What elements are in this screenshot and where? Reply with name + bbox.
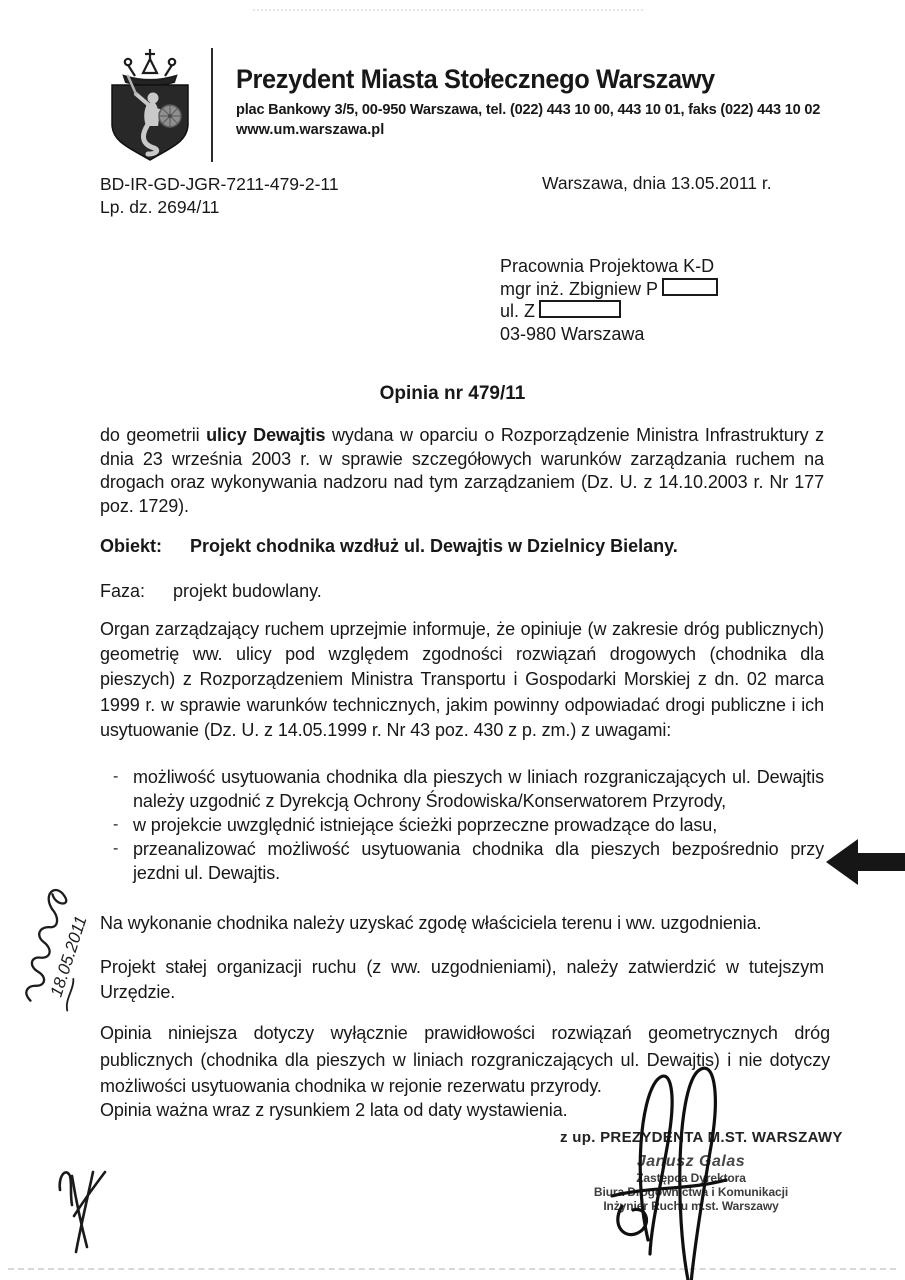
place-and-date: Warszawa, dnia 13.05.2011 r. [542, 173, 772, 193]
bullet-dash: - [113, 840, 119, 857]
list-item: - możliwość usytuowania chodnika dla pieszych w liniach rozgraniczających ul. Dewajtis należy uzgodnić z Dyrekcją Ochrony Środowiska/Konserwatorem Przyrody, [100, 765, 824, 813]
body-paragraph-5: Opinia ważna wraz z rysunkiem 2 lata od daty wystawienia. [100, 1100, 568, 1120]
list-item: - przeanalizować możliwość usytuowania chodnika dla pieszych bezpośrednio przy jezdni ul. Dewajtis. [100, 837, 824, 885]
addressee-person: mgr inż. Zbigniew P [500, 278, 659, 299]
body-paragraph-1: Organ zarządzający ruchem uprzejmie informuje, że opiniuje (w zakresie dróg publicznych) geometrię ww. ulicy pod względem zgodności rozwiązań drogowych (chodnika dla pieszych) z Rozporządzeniem Ministra Transportu i Gospodarki Morskiej z dn. 02 marca 1999 r. w sprawie warunków technicznych, jakim powinny odpowiadać drogi publiczne i ich usytuowanie (Dz. U. z 14.05.1999 r. Nr 43 poz. 430 z p. zm.) z uwagami: [100, 619, 824, 740]
document-title: Opinia nr 479/11 [379, 383, 526, 404]
scan-artifact-top [253, 9, 643, 11]
scan-artifact-bottom [8, 1268, 896, 1270]
object-row [100, 536, 678, 557]
addressee-city: 03-980 Warszawa [500, 323, 645, 344]
intro-street-name: ulicy Dewajtis [206, 425, 326, 445]
body-paragraph-2: Na wykonanie chodnika należy uzyskać zgodę właściciela terenu i ww. uzgodnienia. [100, 913, 762, 933]
signer-role-2: Biura Drogownictwa i Komunikacji [593, 1185, 789, 1199]
phase-value: projekt budowlany. [173, 581, 322, 601]
letterhead-divider [211, 48, 213, 162]
intro-post: wydana w oparciu o Rozporządzenie Ministra Infrastruktury z dnia 23 września 2003 r. w sprawie szczegółowych warunków zarządzania ruchem na drogach oraz wykonywania nadzoru nad tym zarządzaniem (Dz. U. z 14.10.2003 r. Nr 177 poz. 1729). [100, 425, 824, 516]
list-item: - w projekcie uwzględnić istniejące ścieżki poprzeczne prowadzące do lasu, [100, 813, 824, 837]
body-paragraph-4: Opinia niniejsza dotyczy wyłącznie prawidłowości rozwiązań geometrycznych dróg publicznych (chodnika dla pieszych w liniach rozgraniczających ul. Dewajtis) i nie dotyczy możliwości usytuowania chodnika w rejonie rezerwatu przyrody. [100, 1023, 830, 1096]
handwritten-date: 18.05.2011 [46, 913, 91, 1000]
signer-name: Janusz Galas [636, 1153, 746, 1170]
object-label: Obiekt: [100, 536, 163, 556]
warsaw-crest-logo [98, 46, 202, 166]
addressee-company: Pracownia Projektowa K-D [500, 256, 715, 276]
case-number: BD-IR-GD-JGR-7211-479-2-11 [100, 174, 339, 194]
signer-role-1: Zastępca Dyrektora [636, 1171, 746, 1185]
letterhead-title: Prezydent Miasta Stołecznego Warszawy [236, 64, 715, 94]
object-value: Projekt chodnika wzdłuż ul. Dewajtis w Dzielnicy Bielany. [190, 536, 678, 556]
redaction-box [662, 278, 718, 296]
intro-paragraph [100, 424, 824, 518]
remarks-list [100, 765, 824, 885]
redaction-box [539, 300, 621, 318]
intro-pre: do geometrii [100, 425, 207, 445]
handwritten-margin-note [16, 888, 101, 1012]
letterhead-address: plac Bankowy 3/5, 00-950 Warszawa, tel. (022) 443 10 00, 443 10 01, faks (022) 443 10 02 [236, 101, 821, 118]
initials-paraph [60, 1172, 105, 1252]
bullet-dash: - [113, 768, 119, 785]
addressee-street: ul. Z [500, 301, 536, 321]
bullet-dash: - [113, 816, 119, 833]
signer-role-3: Inżynier Ruchu m.st. Warszawy [603, 1199, 779, 1213]
journal-number: Lp. dz. 2694/11 [100, 197, 220, 217]
phase-label: Faza: [100, 581, 146, 601]
letterhead-website: www.um.warszawa.pl [236, 121, 385, 138]
authority-line: z up. PREZYDENTA M.ST. WARSZAWY [560, 1129, 843, 1146]
addressee-block [500, 255, 718, 345]
body-paragraph-3: Projekt stałej organizacji ruchu (z ww. uzgodnieniami), należy zatwierdzić w tutejszym Urzędzie. [100, 957, 824, 1002]
signer-stamp [572, 1153, 810, 1213]
margin-arrow-icon [826, 839, 905, 885]
phase-row [100, 581, 322, 602]
